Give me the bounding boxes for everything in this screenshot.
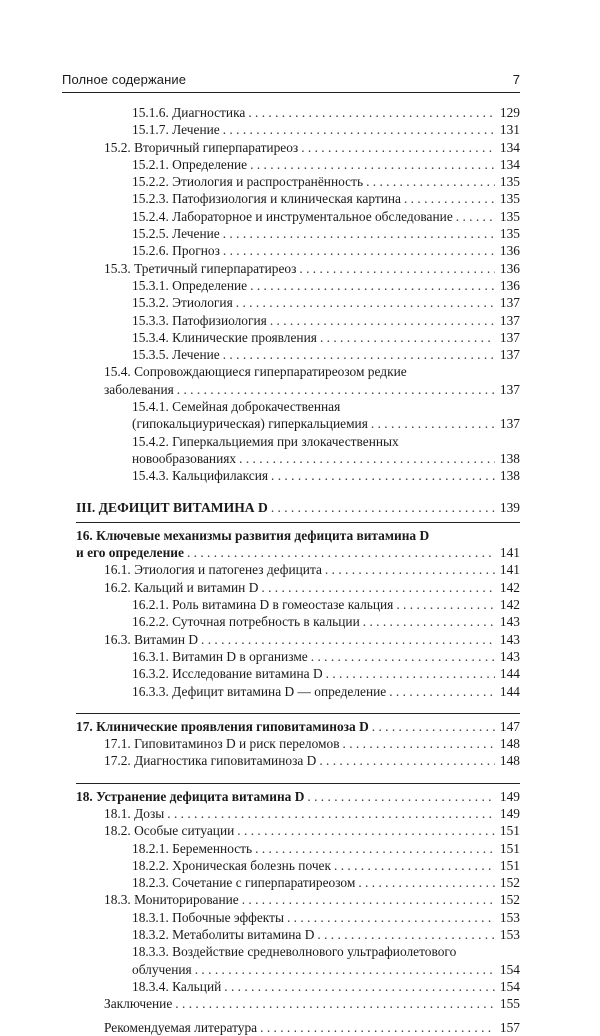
- toc-page-number: 151: [499, 823, 520, 839]
- toc-entry-title: 15.1.6. Диагностика: [132, 105, 246, 120]
- toc-page-number: 135: [499, 174, 520, 190]
- toc-page-number: 137: [499, 295, 520, 311]
- toc-page-number: 137: [499, 312, 520, 328]
- toc-entry-title: заболевания: [104, 381, 174, 397]
- toc-entry-title: Рекомендуемая литература: [104, 1019, 258, 1035]
- toc-chapter[interactable]: [76, 527, 520, 544]
- dot-leader: [371, 415, 495, 432]
- toc-entry[interactable]: [76, 346, 520, 363]
- toc-page-number: 144: [499, 666, 520, 682]
- dot-leader: [343, 735, 495, 752]
- toc-chapter[interactable]: [76, 544, 520, 561]
- toc-page-number: 141: [499, 545, 520, 561]
- dot-leader: [372, 718, 495, 735]
- toc-entry-title: 18.3.4. Кальций: [132, 978, 222, 994]
- dot-leader: [311, 648, 495, 665]
- toc-entry-title: 15.2. Вторичный гиперпаратиреоз: [104, 139, 299, 155]
- toc-page-number: 148: [499, 753, 520, 769]
- toc-page-number: 142: [499, 579, 520, 595]
- dot-leader: [270, 312, 495, 329]
- toc-entry-title: 15.3.3. Патофизиология: [132, 312, 267, 328]
- toc-page-number: 131: [499, 122, 520, 138]
- toc-entry[interactable]: [76, 961, 520, 978]
- toc-page-number: 147: [499, 718, 520, 734]
- dot-leader: [319, 752, 495, 769]
- dot-leader: [223, 346, 495, 363]
- toc-entry-title: Заключение: [104, 996, 173, 1012]
- toc-entry-title: 15.1.7. Лечение: [132, 122, 220, 138]
- dot-leader: [223, 121, 495, 138]
- dot-leader: [456, 208, 495, 225]
- toc-entry[interactable]: [76, 467, 520, 484]
- dot-leader: [271, 499, 495, 516]
- dot-leader: [177, 381, 495, 398]
- toc-chapter[interactable]: [76, 718, 520, 735]
- toc-page-number: 144: [499, 683, 520, 699]
- toc-entry[interactable]: [76, 978, 520, 995]
- toc-page-number: 134: [499, 139, 520, 155]
- toc-page-number: 129: [499, 105, 520, 120]
- toc-page-number: 141: [499, 562, 520, 578]
- toc-entry-title: 16.3.1. Витамин D в организме: [132, 648, 308, 664]
- toc-entry-title: 15.3.2. Этиология: [132, 295, 233, 311]
- toc-entry[interactable]: [76, 995, 520, 1012]
- dot-leader: [299, 260, 495, 277]
- toc-entry[interactable]: [76, 840, 520, 857]
- toc-entry-title: III. ДЕФИЦИТ ВИТАМИНА D: [76, 499, 268, 515]
- dot-leader: [187, 544, 495, 561]
- dot-leader: [239, 450, 495, 467]
- toc-page-number: 136: [499, 277, 520, 293]
- toc-entry[interactable]: [76, 596, 520, 613]
- dot-leader: [250, 156, 495, 173]
- toc-entry-title: и его определение: [76, 545, 184, 561]
- toc-entry[interactable]: [76, 415, 520, 432]
- toc-entry-title: 16. Ключевые механизмы развития дефицита витамина D: [76, 527, 430, 543]
- toc-entry-title: 15.4.3. Кальцифилаксия: [132, 468, 269, 484]
- dot-leader: [242, 891, 495, 908]
- toc-page-number: 135: [499, 191, 520, 207]
- toc-entry-title: 15.2.1. Определение: [132, 156, 248, 172]
- dot-leader: [389, 683, 495, 700]
- toc-entry[interactable]: [76, 613, 520, 630]
- toc-page-number: 138: [499, 468, 520, 484]
- toc-entry-title: 17.2. Диагностика гиповитаминоза D: [104, 753, 317, 769]
- toc-entry-title: 16.3. Витамин D: [104, 631, 199, 647]
- dot-leader: [320, 329, 495, 346]
- toc-entry-title: 18.2.1. Беременность: [132, 840, 253, 856]
- toc-page-number: 139: [499, 499, 520, 515]
- toc-entry[interactable]: [76, 579, 520, 596]
- header-page-number: 7: [512, 72, 520, 87]
- toc-entry[interactable]: [76, 294, 520, 311]
- toc-page-number: 143: [499, 631, 520, 647]
- toc-entry[interactable]: [76, 312, 520, 329]
- toc-entry[interactable]: [76, 104, 520, 121]
- toc-entry-title: 18.3. Мониторирование: [104, 892, 239, 908]
- dot-leader: [223, 242, 495, 259]
- toc-page-number: 136: [499, 260, 520, 276]
- toc-entry-title: 16.2.2. Суточная потребность в кальции: [132, 614, 360, 630]
- dot-leader: [261, 579, 495, 596]
- toc-page-number: 151: [499, 840, 520, 856]
- toc-entry-title: 15.4.1. Семейная доброкачественная: [132, 399, 341, 415]
- dot-leader: [301, 139, 495, 156]
- toc-entry-title: 18. Устранение дефицита витамина D: [76, 788, 305, 804]
- dot-leader: [237, 822, 495, 839]
- table-of-contents: [76, 104, 520, 1036]
- toc-entry[interactable]: [76, 329, 520, 346]
- toc-page-number: 152: [499, 892, 520, 908]
- toc-page-number: 137: [499, 347, 520, 363]
- dot-leader: [255, 840, 495, 857]
- toc-entry[interactable]: [76, 1019, 520, 1036]
- toc-page-number: 137: [499, 329, 520, 345]
- toc-page-number: 154: [499, 961, 520, 977]
- toc-entry[interactable]: [76, 156, 520, 173]
- toc-entry[interactable]: [76, 909, 520, 926]
- dot-leader: [325, 561, 495, 578]
- toc-entry[interactable]: [76, 822, 520, 839]
- toc-entry[interactable]: [76, 121, 520, 138]
- toc-page-number: 152: [499, 875, 520, 891]
- toc-entry-title: 18.3.1. Побочные эффекты: [132, 909, 284, 925]
- toc-entry-title: 15.2.2. Этиология и распространённость: [132, 174, 364, 190]
- toc-entry-title: 18.3.2. Метаболиты витамина D: [132, 927, 315, 943]
- toc-entry-title: 18.2.2. Хроническая болезнь почек: [132, 857, 332, 873]
- toc-entry-title: 16.3.2. Исследование витамина D: [132, 666, 323, 682]
- dot-leader: [248, 104, 495, 121]
- toc-page-number: 136: [499, 243, 520, 259]
- toc-entry-title: 15.3. Третичный гиперпаратиреоз: [104, 260, 297, 276]
- toc-entry-title: 18.3.3. Воздействие средневолнового ультрафиолетового: [132, 944, 457, 960]
- toc-page-number: 155: [499, 996, 520, 1012]
- toc-entry-title: 17. Клинические проявления гиповитаминоза D: [76, 718, 369, 734]
- toc-entry-title: 15.2.6. Прогноз: [132, 243, 220, 259]
- chapter-divider: [76, 522, 520, 523]
- dot-leader: [201, 631, 495, 648]
- toc-entry[interactable]: [76, 735, 520, 752]
- toc-entry[interactable]: [76, 943, 520, 960]
- toc-page-number: 157: [499, 1019, 520, 1035]
- toc-entry-title: (гипокальциурическая) гиперкальциемия: [132, 416, 368, 432]
- toc-entry[interactable]: [76, 363, 520, 380]
- toc-entry-title: 18.2.3. Сочетание с гиперпаратиреозом: [132, 875, 356, 891]
- toc-entry[interactable]: [76, 277, 520, 294]
- dot-leader: [223, 225, 495, 242]
- toc-entry[interactable]: [76, 450, 520, 467]
- dot-leader: [317, 926, 495, 943]
- running-header: [62, 72, 520, 93]
- dot-leader: [307, 788, 495, 805]
- toc-entry-title: облучения: [132, 961, 192, 977]
- toc-page-number: 154: [499, 978, 520, 994]
- toc-entry[interactable]: [76, 260, 520, 277]
- toc-entry[interactable]: [76, 208, 520, 225]
- toc-entry[interactable]: [76, 874, 520, 891]
- toc-entry[interactable]: [76, 225, 520, 242]
- dot-leader: [250, 277, 495, 294]
- dot-leader: [396, 596, 495, 613]
- toc-entry-title: 18.1. Дозы: [104, 805, 165, 821]
- toc-page-number: 148: [499, 736, 520, 752]
- dot-leader: [404, 190, 495, 207]
- toc-entry[interactable]: [76, 173, 520, 190]
- toc-entry[interactable]: [76, 891, 520, 908]
- toc-entry-title: 15.4.2. Гиперкальциемия при злокачественных: [132, 433, 399, 449]
- toc-entry-title: 17.1. Гиповитаминоз D и риск переломов: [104, 736, 340, 752]
- chapter-divider: [76, 713, 520, 714]
- toc-entry[interactable]: [76, 242, 520, 259]
- toc-page-number: 151: [499, 857, 520, 873]
- toc-page-number: 138: [499, 450, 520, 466]
- toc-entry[interactable]: [76, 561, 520, 578]
- section-gap: [76, 485, 520, 499]
- toc-page-number: 137: [499, 416, 520, 432]
- toc-chapter[interactable]: [76, 788, 520, 805]
- toc-entry[interactable]: [76, 857, 520, 874]
- chapter-divider: [76, 783, 520, 784]
- toc-entry-title: новообразованиях: [132, 450, 237, 466]
- toc-entry[interactable]: [76, 805, 520, 822]
- toc-entry-title: 15.3.5. Лечение: [132, 347, 220, 363]
- toc-page-number: 149: [499, 805, 520, 821]
- dot-leader: [358, 874, 495, 891]
- dot-leader: [224, 978, 495, 995]
- toc-part[interactable]: [76, 499, 520, 516]
- toc-entry-title: 16.2.1. Роль витамина D в гомеостазе кальция: [132, 597, 394, 613]
- toc-page-number: 134: [499, 156, 520, 172]
- dot-leader: [287, 909, 495, 926]
- toc-entry[interactable]: [76, 665, 520, 682]
- toc-entry-title: 15.2.4. Лабораторное и инструментальное обследование: [132, 208, 453, 224]
- dot-leader: [236, 294, 495, 311]
- toc-page-number: 135: [499, 208, 520, 224]
- toc-entry-title: 15.2.5. Лечение: [132, 226, 220, 242]
- toc-page-number: 143: [499, 614, 520, 630]
- header-title: Полное содержание: [62, 72, 187, 87]
- toc-page-number: 135: [499, 226, 520, 242]
- toc-entry-title: 15.2.3. Патофизиология и клиническая картина: [132, 191, 401, 207]
- dot-leader: [334, 857, 495, 874]
- dot-leader: [366, 173, 495, 190]
- dot-leader: [260, 1019, 495, 1036]
- dot-leader: [326, 665, 495, 682]
- toc-page-number: 143: [499, 648, 520, 664]
- toc-entry-title: 15.3.1. Определение: [132, 277, 248, 293]
- toc-entry[interactable]: [76, 648, 520, 665]
- toc-entry[interactable]: [76, 752, 520, 769]
- toc-entry-title: 16.2. Кальций и витамин D: [104, 579, 259, 595]
- toc-page-number: 149: [499, 788, 520, 804]
- toc-entry-title: 16.1. Этиология и патогенез дефицита: [104, 562, 322, 578]
- toc-entry[interactable]: [76, 381, 520, 398]
- dot-leader: [271, 467, 495, 484]
- toc-entry[interactable]: [76, 631, 520, 648]
- toc-entry[interactable]: [76, 398, 520, 415]
- toc-page-number: 153: [499, 909, 520, 925]
- toc-entry-title: 16.3.3. Дефицит витамина D — определение: [132, 683, 387, 699]
- dot-leader: [167, 805, 495, 822]
- toc-entry-title: 15.4. Сопровождающиеся гиперпаратиреозом редкие: [104, 364, 407, 380]
- toc-entry[interactable]: [76, 433, 520, 450]
- toc-entry-title: 15.3.4. Клинические проявления: [132, 329, 317, 345]
- dot-leader: [363, 613, 495, 630]
- toc-entry-title: 18.2. Особые ситуации: [104, 823, 235, 839]
- toc-entry[interactable]: [76, 139, 520, 156]
- dot-leader: [195, 961, 495, 978]
- dot-leader: [175, 995, 495, 1012]
- toc-page-number: 137: [499, 381, 520, 397]
- toc-entry[interactable]: [76, 926, 520, 943]
- toc-page-number: 153: [499, 927, 520, 943]
- toc-entry[interactable]: [76, 683, 520, 700]
- toc-entry[interactable]: [76, 190, 520, 207]
- toc-page-number: 142: [499, 597, 520, 613]
